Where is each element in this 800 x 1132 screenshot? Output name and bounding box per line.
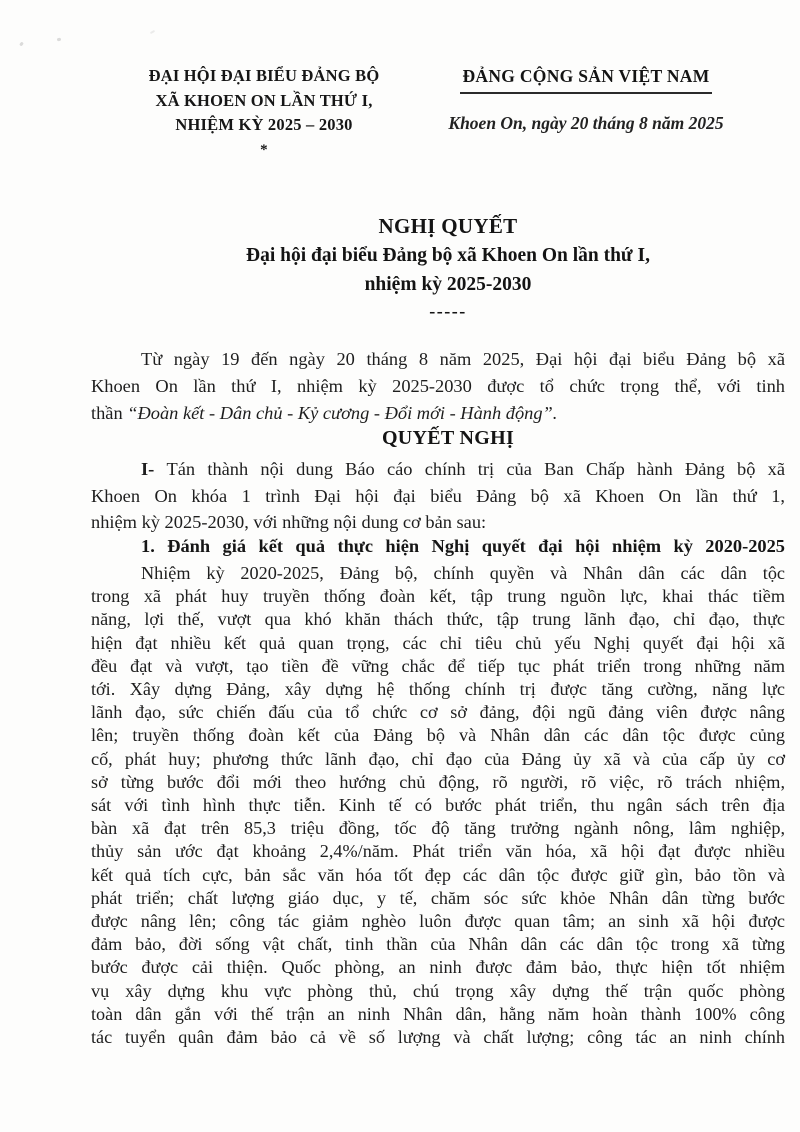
text-line: toàn dân gắn với thế trận an ninh Nhân dân, hằng năm hoàn thành 100% công bbox=[91, 1003, 785, 1024]
congress-header-block bbox=[126, 64, 402, 157]
text-line: thủy sản ước đạt khoảng 2,4%/năm. Phát triển văn hóa, xã hội đạt được nhiều bbox=[91, 841, 785, 862]
document-title-line3: nhiệm kỳ 2025-2030 bbox=[364, 274, 532, 295]
text-run: “Đoàn kết - Dân chủ - Kỷ cương - Đổi mới - Hành động”. bbox=[127, 403, 558, 423]
text-line: lên; truyền thống đoàn kết của Đảng bộ và Nhân dân các dân tộc được củng bbox=[91, 725, 785, 746]
title-divider: ----- bbox=[429, 301, 467, 321]
resolve-heading: QUYẾT NGHỊ bbox=[381, 427, 515, 449]
text-line: Khoen On khóa 1 trình Đại hội đại biểu Đảng bộ xã Khoen On lần thứ 1, bbox=[91, 485, 785, 506]
text-line: bàn xã đạt trên 85,3 triệu đồng, tốc độ tăng trưởng ngành nông, lâm nghiệp, bbox=[91, 818, 785, 839]
header-star: * bbox=[260, 141, 268, 158]
text-line: bước được cải thiện. Quốc phòng, an ninh được đảm bảo, thực hiện tốt nhiệm bbox=[91, 957, 785, 978]
text-line: nhiệm kỳ 2025-2030, với những nội dung cơ bản sau: bbox=[91, 512, 487, 532]
assessment-paragraph bbox=[91, 562, 785, 1049]
intro-paragraph bbox=[91, 346, 785, 427]
text-line: sở từng bước đổi mới theo hướng chủ động, rõ người, rõ việc, rõ trách nhiệm, bbox=[91, 771, 785, 792]
text-line: trong xã phát huy truyền thống đoàn kết, tập trung nguồn lực, khai thác tiềm bbox=[91, 586, 785, 607]
text-line: ĐẠI HỘI ĐẠI BIỂU ĐẢNG BỘ bbox=[148, 66, 380, 85]
party-name: ĐẢNG CỘNG SẢN VIỆT NAM bbox=[460, 66, 711, 94]
text-line: lãnh đạo, sức chiến đấu của tổ chức cơ sở đảng, đội ngũ đảng viên được nâng bbox=[91, 702, 785, 723]
text-line: Nhiệm kỳ 2020-2025, Đảng bộ, chính quyền và Nhân dân các dân tộc bbox=[141, 563, 785, 583]
text-run: Tán thành nội dung Báo cáo chính trị của Ban Chấp hành Đảng bộ xã bbox=[166, 459, 785, 479]
scan-speck bbox=[57, 38, 62, 42]
section-1-heading: 1. Đánh giá kết quả thực hiện Nghị quyết đại hội nhiệm kỳ 2020-2025 bbox=[141, 536, 785, 556]
text-line bbox=[91, 456, 785, 483]
congress-header-lines bbox=[126, 64, 402, 138]
text-line: năng, lợi thế, vượt qua khó khăn thách thức, tập trung lãnh đạo, chỉ đạo, thực bbox=[91, 609, 785, 630]
text-line: NHIỆM KỲ 2025 – 2030 bbox=[175, 115, 353, 134]
text-line: phát triển; chất lượng giáo dục, y tế, chăm sóc sức khỏe Nhân dân từng bước bbox=[91, 887, 785, 908]
approval-paragraph bbox=[91, 456, 785, 536]
text-run: thần bbox=[91, 403, 128, 423]
text-line: cố, phát huy; phương thức lãnh đạo, chỉ đạo của Đảng ủy xã và của cấp ủy cơ bbox=[91, 748, 785, 769]
party-header-block bbox=[434, 66, 738, 134]
text-line: sát với tình hình thực tiễn. Kinh tế có bước phát triển, thu ngân sách trên địa bbox=[91, 795, 785, 816]
text-line: vụ xây dựng khu vực phòng thủ, chú trọng xây dựng thế trận quốc phòng bbox=[91, 980, 785, 1001]
text-run: I- bbox=[141, 459, 167, 479]
scan-speck bbox=[150, 30, 155, 34]
text-line: XÃ KHOEN ON LẦN THỨ I, bbox=[155, 90, 373, 110]
text-line bbox=[91, 400, 785, 427]
place-dateline: Khoen On, ngày 20 tháng 8 năm 2025 bbox=[448, 113, 724, 133]
scan-speck bbox=[19, 42, 24, 47]
text-line: đảm bảo, đời sống vật chất, tinh thần của Nhân dân các dân tộc trong xã từng bbox=[91, 934, 785, 955]
document-title-block bbox=[98, 212, 798, 323]
document-title-line2: Đại hội đại biểu Đảng bộ xã Khoen On lần thứ I, bbox=[246, 245, 650, 266]
text-line: đều đạt và vượt, tạo tiền đề vững chắc để tiếp tục phát triển trong những năm bbox=[91, 655, 785, 676]
text-line: tới. Xây dựng Đảng, xây dựng hệ thống chính trị được tăng cường, năng lực bbox=[91, 679, 785, 700]
document-type-title: NGHỊ QUYẾT bbox=[378, 214, 518, 238]
text-line: được nâng lên; công tác giảm nghèo luôn được quan tâm; an sinh xã hội được bbox=[91, 911, 785, 932]
text-line: hiện đạt nhiều kết quả quan trọng, các chỉ tiêu chủ yếu Nghị quyết đại hội xã bbox=[91, 632, 785, 653]
text-line: tác tuyển quân đảm bảo cả về số lượng và chất lượng; công tác an ninh chính bbox=[91, 1027, 785, 1048]
text-line: Từ ngày 19 đến ngày 20 tháng 8 năm 2025, Đại hội đại biểu Đảng bộ xã bbox=[141, 349, 785, 369]
text-line: kết quả tích cực, bản sắc văn hóa tốt đẹp các dân tộc được giữ gìn, bảo tồn và bbox=[91, 864, 785, 885]
text-line: Khoen On lần thứ I, nhiệm kỳ 2025-2030 được tổ chức trọng thể, với tinh bbox=[91, 376, 785, 396]
